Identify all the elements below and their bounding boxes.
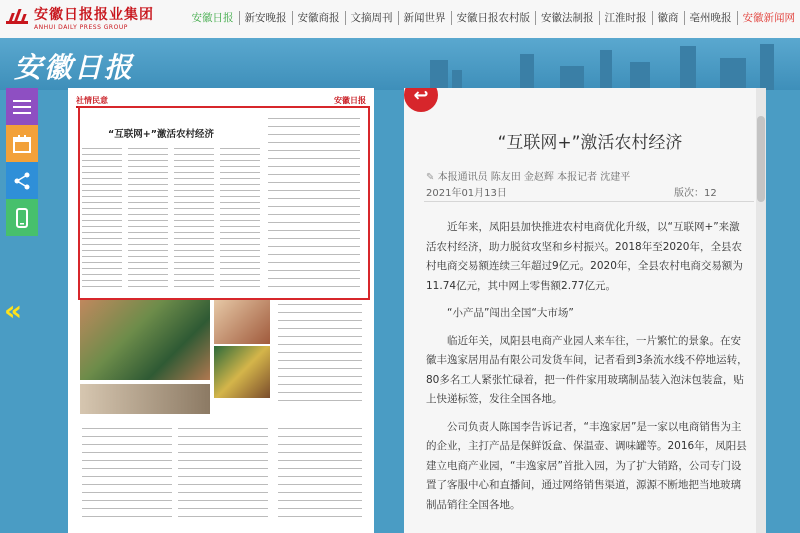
scrollbar[interactable]	[756, 88, 766, 533]
calendar-button[interactable]	[6, 125, 38, 162]
logo-mark-icon	[6, 9, 28, 29]
newspaper-header	[76, 94, 366, 106]
newspaper-photo-3[interactable]	[214, 346, 270, 398]
menu-button[interactable]	[6, 88, 38, 125]
article-panel	[404, 88, 766, 533]
logo-subtitle: ANHUI DAILY PRESS GROUP	[34, 23, 128, 31]
nav-item-bozhou-evening[interactable]: 亳州晚报	[685, 11, 738, 25]
article-date: 2021年01月13日	[426, 188, 507, 199]
top-bar	[0, 0, 800, 39]
article-paragraph: 近年来，凤阳县加快推进农村电商优化升级，以“互联网+”来激活农村经济，助力脱贫攻坚和乡村振兴。2018年至2020年，全县农村电商交易额连续三年超过9亿元。2020年，全县农村电商交易额为11.74亿元，其中网上零售额2.77亿元。	[426, 221, 743, 292]
newspaper-masthead: 安徽日报	[334, 95, 366, 105]
share-icon	[13, 172, 31, 190]
banner	[0, 38, 800, 90]
nav-item-xinan-evening[interactable]: 新安晚报	[240, 11, 293, 25]
nav-item-anhui-news-net[interactable]: 安徽新闻网	[742, 12, 795, 24]
newspaper-headline[interactable]: “互联网+”激活农村经济	[108, 129, 214, 140]
article-title: “互联网+”激活农村经济	[497, 133, 683, 153]
article-body	[426, 218, 750, 523]
newspaper-photo-1[interactable]	[80, 300, 210, 380]
nav-item-rural-edition[interactable]: 安徽日报农村版	[452, 11, 537, 25]
nav-item-legal-daily[interactable]: 安徽法制报	[536, 11, 600, 25]
article-authors-text: 本报通讯员 陈友田 金赵辉 本报记者 沈建平	[437, 172, 631, 183]
logo-text: 安徽日报报业集团	[34, 6, 154, 23]
mobile-icon	[16, 208, 28, 228]
article-page-number: 版次：12	[674, 188, 717, 199]
nav-item-digest-weekly[interactable]: 文摘周刊	[346, 11, 399, 25]
mobile-button[interactable]	[6, 199, 38, 236]
left-sidebar	[6, 88, 38, 236]
pencil-icon: ✎	[426, 172, 435, 183]
calendar-icon	[13, 135, 31, 153]
newspaper-photo-2[interactable]	[214, 300, 270, 344]
nav-item-anhui-daily[interactable]: 安徽日报	[187, 11, 240, 25]
divider	[424, 201, 754, 202]
banner-title: 安徽日报	[14, 51, 135, 84]
back-button[interactable]	[404, 88, 438, 112]
newspaper-section: 社情民意	[76, 95, 108, 105]
back-arrow-icon: ↩	[413, 88, 429, 106]
nav-item-anhui-business[interactable]: 安徽商报	[293, 11, 346, 25]
menu-icon	[13, 100, 31, 114]
group-logo[interactable]	[6, 7, 154, 31]
prev-page-arrow-icon[interactable]: «	[4, 294, 23, 327]
newspaper-photo-4[interactable]	[80, 384, 210, 414]
nav-item-huishang[interactable]: 徽商	[653, 11, 685, 25]
article-paragraph: 公司负责人陈国李告诉记者，“丰逸家居”是一家以电商销售为主的企业，主打产品是保鲜饭盒、保温壶、调味罐等。2016年，凤阳县建立电商产业园，“丰逸家居”首批入园，为了扩大销路，公司专门设置了客服中心和直播间，通过网络销售渠道，源源不断地把当地玻璃制品销往全国各地。	[426, 420, 747, 511]
nav-item-jianghuai-times[interactable]: 江淮时报	[600, 11, 653, 25]
paper-nav	[187, 11, 800, 25]
scrollbar-thumb[interactable]	[757, 116, 765, 202]
article-subheading: “小产品”闯出全国“大市场”	[447, 307, 574, 319]
article-paragraph: 临近年关，凤阳县电商产业园人来车往，一片繁忙的景象。在安徽丰逸家居用品有限公司发货车间，记者看到3条流水线不停地运转，80多名工人紧张忙碌着，把一件件家用玻璃制品装入泡沫包装盒，贴上快递标签，发往全国各地。	[426, 334, 748, 405]
share-button[interactable]	[6, 162, 38, 199]
article-authors	[426, 168, 630, 183]
newspaper-page[interactable]	[68, 88, 374, 533]
nav-item-news-world[interactable]: 新闻世界	[399, 11, 452, 25]
